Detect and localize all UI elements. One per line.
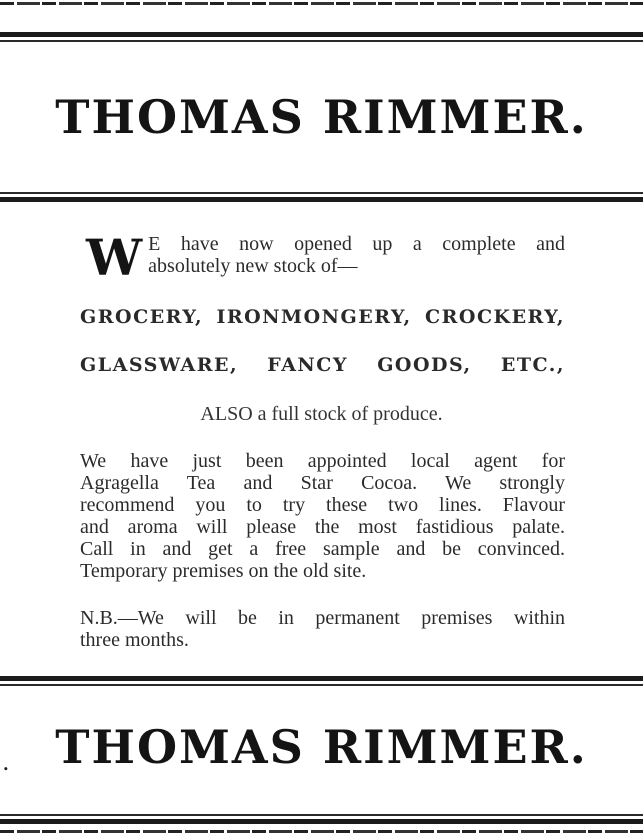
paragraph-line: and aroma will please the most fastidious palate. <box>80 516 565 538</box>
paragraph-line: We have just been appointed local agent for <box>80 450 565 472</box>
agent-paragraph <box>80 450 565 582</box>
footer-title: THOMAS RIMMER. <box>55 720 588 774</box>
intro-line: absolutely new stock of— <box>148 255 358 277</box>
paragraph-line: Call in and get a free sample and be convinced. <box>80 538 565 560</box>
intro-text <box>80 228 565 287</box>
goods-line-1: GROCERY, IRONMONGERY, CROCKERY, <box>80 306 565 328</box>
nb-line: N.B.—We will be in permanent premises within <box>80 607 565 629</box>
goods-line-2: GLASSWARE, FANCY GOODS, ETC., <box>80 354 565 376</box>
bottom-border-rule <box>0 830 643 833</box>
header-title: THOMAS RIMMER. <box>55 90 588 144</box>
footer-bottom-rule <box>0 814 643 824</box>
produce-line: ALSO a full stock of produce. <box>200 403 443 425</box>
nb-line: three months. <box>80 629 189 651</box>
intro-line: E have now opened up a complete and <box>148 233 565 255</box>
footer-top-rule <box>0 676 643 686</box>
paragraph-line: Temporary premises on the old site. <box>80 560 367 582</box>
paragraph-line: recommend you to try these two lines. Flavour <box>80 494 565 516</box>
margin-dot: . <box>2 748 10 776</box>
drop-cap: W <box>86 228 143 287</box>
paragraph-line: Agragella Tea and Star Cocoa. We strongly <box>80 472 565 494</box>
top-border-rule <box>0 2 643 5</box>
nb-paragraph <box>80 607 565 651</box>
header-top-rule <box>0 32 643 42</box>
header-bottom-rule <box>0 192 643 202</box>
